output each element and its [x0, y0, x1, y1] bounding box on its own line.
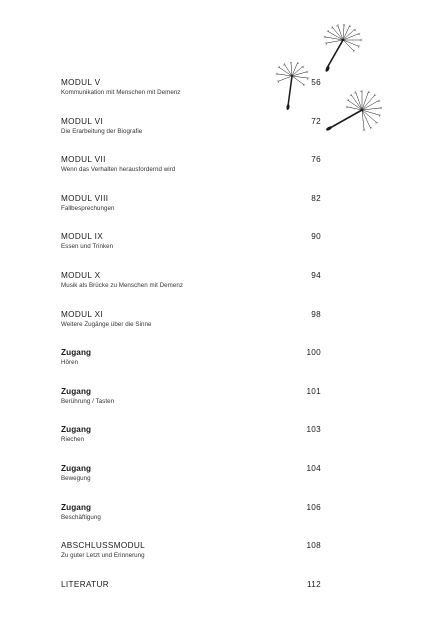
toc-entry-subtitle: Essen und Trinken [61, 243, 114, 251]
toc-entry-title: MODUL IX [61, 232, 104, 242]
toc-entry-subtitle: Weitere Zugänge über die Sinne [61, 320, 152, 328]
toc-entry [61, 155, 321, 194]
toc-entry-subtitle: Bewegung [61, 474, 91, 482]
toc-entry [61, 387, 321, 426]
toc-entry [61, 78, 321, 117]
toc-entry-title: MODUL X [61, 270, 101, 280]
toc-entry-title: MODUL VI [61, 116, 104, 126]
toc-entry-page: 72 [311, 116, 321, 126]
toc-entry-page: 103 [306, 425, 321, 435]
toc-entry-page: 56 [311, 78, 321, 87]
toc-entry-title: MODUL V [61, 78, 101, 87]
toc-entry-subtitle: Kommunikation mit Menschen mit Demenz [61, 89, 181, 96]
toc-entry [61, 464, 321, 503]
toc-entry-title: LITERATUR [61, 579, 110, 589]
toc-entry-title: MODUL XI [61, 309, 104, 319]
toc-entry-page: 106 [306, 502, 321, 512]
dandelion-seed-icon [315, 24, 365, 76]
toc-entry-page: 76 [311, 155, 321, 165]
table-of-contents [61, 78, 321, 618]
toc-entry-subtitle: Hören [61, 359, 79, 367]
toc-entry-subtitle: Musik als Brücke zu Menschen mit Demenz [61, 281, 183, 289]
toc-entry [61, 117, 321, 156]
toc-entry-title: Zugang [61, 425, 92, 435]
toc-entry-title: Zugang [61, 463, 92, 473]
toc-entry-page: 104 [306, 463, 321, 473]
toc-entry [61, 503, 321, 542]
toc-entry-subtitle: Berührung / Tasten [61, 397, 115, 405]
toc-entry [61, 425, 321, 464]
toc-entry-title: Zugang [61, 348, 92, 358]
toc-entry [61, 310, 321, 349]
toc-entry-title: MODUL VIII [61, 193, 109, 203]
toc-entry-subtitle: Zu guter Letzt und Erinnerung [61, 552, 145, 560]
toc-entry-page: 108 [306, 541, 321, 551]
toc-entry [61, 271, 321, 310]
toc-entry-subtitle: Beschäftigung [61, 513, 101, 521]
toc-entry [61, 541, 321, 580]
toc-entry-page: 94 [311, 270, 321, 280]
toc-entry-title: Zugang [61, 502, 92, 512]
toc-entry-title: ABSCHLUSSMODUL [61, 541, 146, 551]
toc-entry-subtitle: Fallbesprechungen [61, 204, 115, 212]
toc-entry-subtitle: Die Erarbeitung der Biografie [61, 127, 143, 135]
toc-entry-page: 98 [311, 309, 321, 319]
toc-entry-page: 82 [311, 193, 321, 203]
toc-entry [61, 348, 321, 387]
toc-entry-page: 101 [306, 386, 321, 396]
toc-entry-page: 112 [307, 579, 321, 589]
toc-entry-title: Zugang [61, 386, 92, 396]
toc-entry [61, 194, 321, 233]
toc-entry-page: 100 [306, 348, 321, 358]
toc-entry [61, 580, 321, 618]
dandelion-seed-icon [318, 88, 388, 144]
toc-entry-subtitle: Wenn das Verhalten herausfordernd wird [61, 166, 176, 174]
toc-entry-subtitle: Riechen [61, 436, 85, 444]
toc-entry [61, 232, 321, 271]
toc-entry-title: MODUL VII [61, 155, 106, 165]
toc-entry-page: 90 [311, 232, 321, 242]
